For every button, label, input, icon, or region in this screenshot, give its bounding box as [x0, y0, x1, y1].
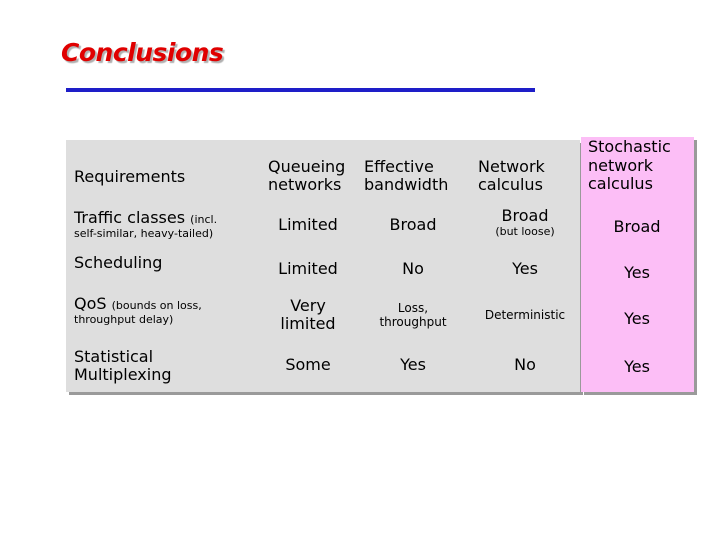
cell-statmux-stochastic — [584, 354, 690, 380]
header-stochastic-line1: Stochastic — [588, 137, 671, 157]
traffic-netcalc-value: Broad — [501, 206, 549, 226]
qos-stochastic-value: Yes — [624, 308, 650, 328]
cell-traffic-queueing — [258, 204, 358, 246]
stat-mux-line1: Statistical — [74, 346, 154, 366]
scheduling-effective-value: No — [402, 258, 424, 278]
cell-qos-queueing — [258, 294, 358, 336]
traffic-classes-note2: self-similar, heavy-tailed) — [74, 226, 214, 240]
statmux-netcalc-value: No — [514, 354, 536, 374]
cell-qos-stochastic — [584, 306, 690, 332]
traffic-queueing-value: Limited — [278, 214, 338, 234]
cell-scheduling-network-calculus — [472, 256, 578, 282]
qos-note2: throughput delay) — [74, 312, 174, 326]
qos-effective-line1: Loss, — [397, 301, 429, 316]
cell-traffic-stochastic — [584, 206, 690, 248]
header-effective-bandwidth — [364, 154, 464, 198]
scheduling-title: Scheduling — [74, 252, 163, 272]
cell-scheduling-effective — [364, 256, 462, 282]
traffic-stochastic-value: Broad — [613, 216, 661, 236]
qos-netcalc-value: Deterministic — [484, 308, 566, 323]
scheduling-queueing-value: Limited — [278, 258, 338, 278]
comparison-table — [66, 137, 694, 392]
cell-scheduling-queueing — [258, 256, 358, 282]
row-traffic-classes-label — [74, 204, 264, 246]
qos-title: QoS — [74, 294, 107, 314]
traffic-classes-note: (incl. — [190, 213, 218, 227]
header-netcalc-line2: calculus — [478, 175, 543, 194]
title-underline — [66, 88, 535, 92]
cell-statmux-queueing — [258, 352, 358, 378]
header-network-calculus — [478, 154, 578, 198]
row-statistical-multiplexing-label — [74, 344, 254, 388]
statmux-queueing-value: Some — [285, 354, 331, 374]
qos-queueing-line2: limited — [280, 314, 336, 333]
cell-traffic-network-calculus — [472, 202, 578, 244]
header-queueing-line2: networks — [268, 175, 342, 194]
statmux-stochastic-value: Yes — [624, 356, 650, 376]
row-qos-label — [74, 290, 264, 332]
header-stochastic-line3: calculus — [588, 174, 653, 194]
header-stochastic-network-calculus — [588, 134, 692, 198]
scheduling-stochastic-value: Yes — [624, 262, 650, 282]
header-queueing-networks — [268, 154, 364, 198]
cell-qos-network-calculus — [472, 304, 578, 328]
traffic-classes-title: Traffic classes — [74, 208, 186, 228]
header-requirements — [74, 164, 254, 190]
cell-qos-effective — [364, 296, 462, 336]
qos-note: (bounds on loss, — [111, 299, 202, 313]
cell-traffic-effective — [364, 204, 462, 246]
cell-statmux-network-calculus — [472, 352, 578, 378]
traffic-effective-value: Broad — [389, 214, 437, 234]
header-stochastic-line2: network — [588, 155, 653, 175]
page-title: Conclusions — [61, 38, 224, 67]
statmux-effective-value: Yes — [400, 354, 426, 374]
header-requirements-text: Requirements — [74, 166, 186, 186]
header-queueing-line1: Queueing — [268, 156, 346, 176]
stat-mux-line2: Multiplexing — [74, 365, 172, 384]
cell-statmux-effective — [364, 352, 462, 378]
traffic-netcalc-note: (but loose) — [495, 224, 555, 238]
cell-scheduling-stochastic — [584, 260, 690, 286]
row-scheduling-label — [74, 250, 254, 276]
header-effective-line2: bandwidth — [364, 175, 449, 194]
qos-queueing-line1: Very — [290, 295, 326, 315]
header-netcalc-line1: Network — [478, 156, 545, 176]
scheduling-netcalc-value: Yes — [512, 258, 538, 278]
header-effective-line1: Effective — [364, 156, 434, 176]
qos-effective-line2: throughput — [379, 315, 447, 329]
